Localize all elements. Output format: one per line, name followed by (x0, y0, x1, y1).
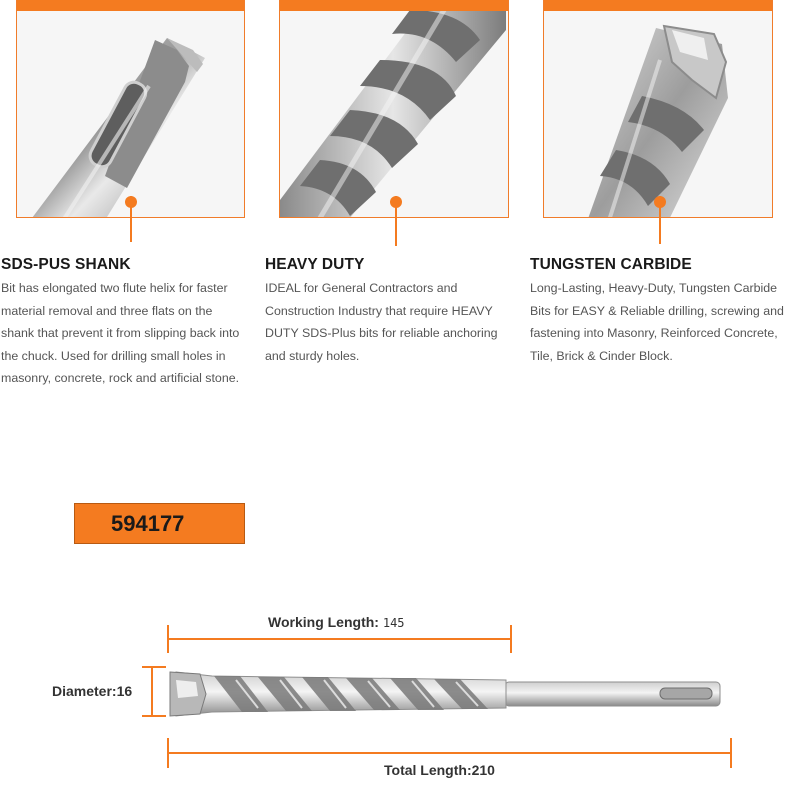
drill-bit-drawing (170, 672, 720, 716)
callout-pin (659, 196, 661, 244)
feature-description: Bit has elongated two flute helix for faster material removal and three flats on the shank that prevent it from slipping back into the chuck. Used for drilling small holes in masonry, concrete, rock and artificial stone. (1, 281, 240, 385)
feature-title: TUNGSTEN CARBIDE (530, 256, 692, 273)
feature-tungsten-carbide (530, 256, 792, 367)
feature-heavy-duty (265, 256, 527, 367)
helix-closeup-image (280, 0, 509, 218)
diameter-marker (142, 667, 166, 716)
feature-description: Long-Lasting, Heavy-Duty, Tungsten Carbide Bits for EASY & Reliable drilling, screwing and fastening into Masonry, Reinforced Concrete, Tile, Brick & Cinder Block. (530, 281, 784, 363)
feature-shank (1, 256, 263, 390)
feature-title: SDS-PUS SHANK (1, 256, 131, 273)
shank-photo-panel (16, 0, 245, 218)
product-code-badge: 594177 (74, 503, 245, 544)
carbide-photo-panel (543, 0, 773, 218)
working-length-label (268, 614, 405, 630)
carbide-tip-image (544, 0, 773, 218)
panel-accent-bar (543, 0, 773, 11)
panel-accent-bar (16, 0, 245, 11)
working-length-value: 145 (382, 616, 405, 630)
feature-title: HEAVY DUTY (265, 256, 365, 273)
shank-closeup-image (17, 0, 245, 218)
callout-pin (130, 196, 132, 242)
diameter-label: Diameter:16 (52, 683, 133, 699)
panel-accent-bar (279, 0, 509, 11)
helix-photo-panel (279, 0, 509, 218)
callout-pin (395, 196, 397, 246)
working-length-text: Working Length: (268, 614, 379, 630)
total-length-label: Total Length:210 (384, 762, 495, 778)
feature-description: IDEAL for General Contractors and Construction Industry that require HEAVY DUTY SDS-Plus bits for reliable anchoring and sturdy holes. (265, 281, 498, 363)
